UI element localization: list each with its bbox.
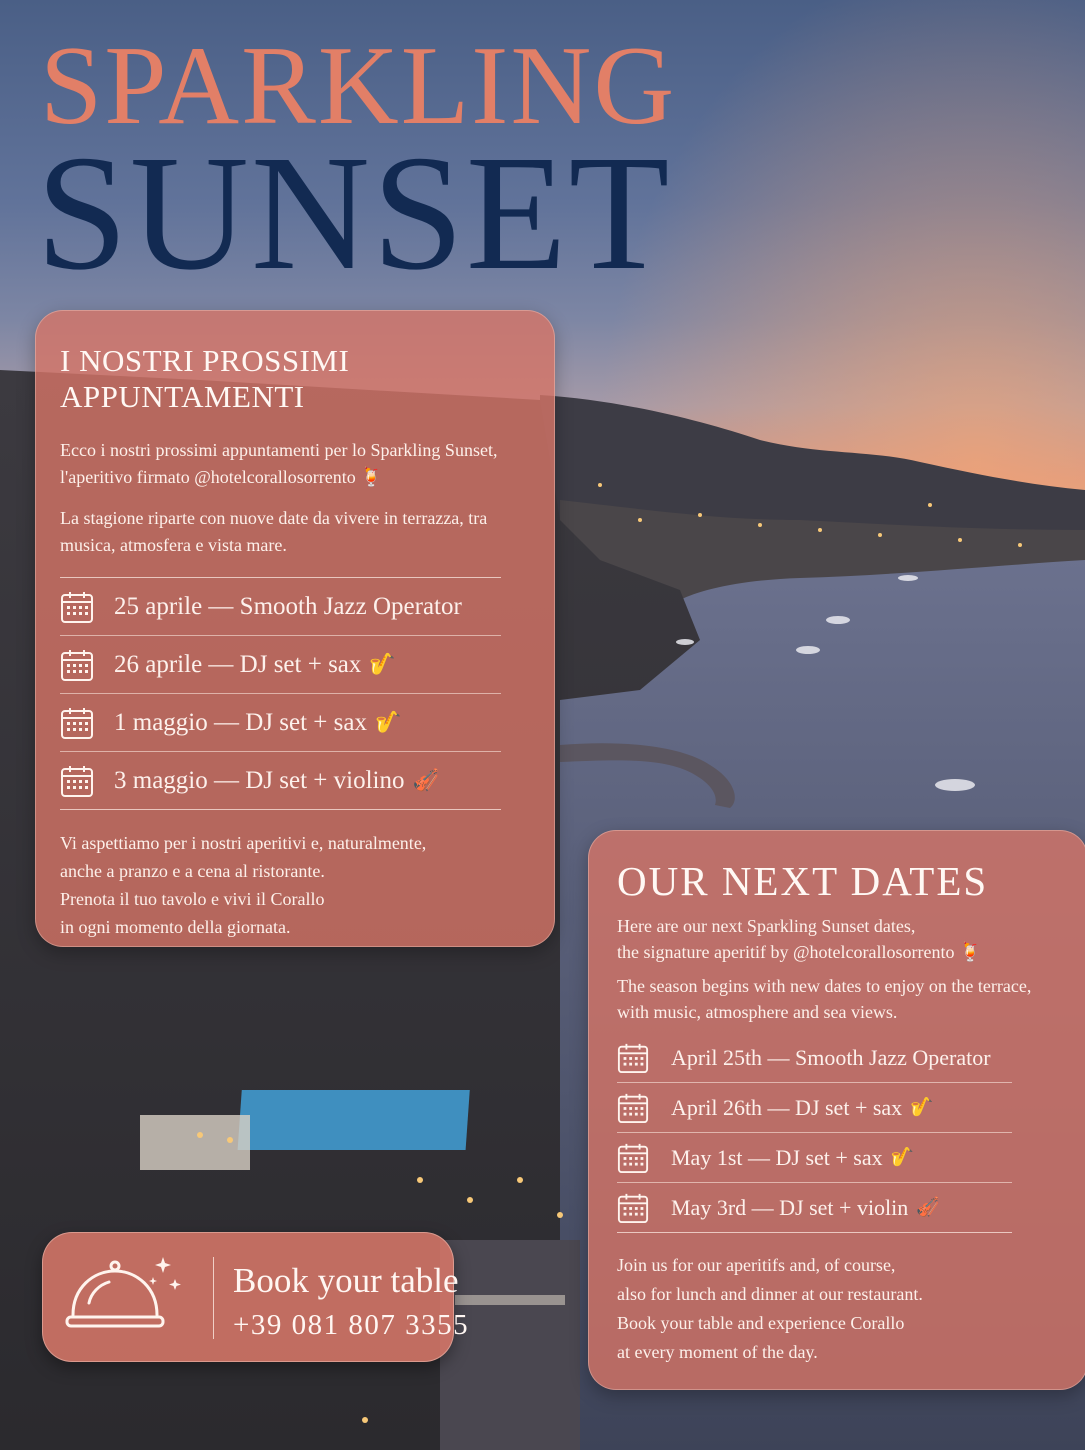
title-sunset: SUNSET — [36, 121, 672, 304]
date-text: 3 maggio — DJ set + violino — [114, 766, 405, 794]
date-text: April 25th — Smooth Jazz Operator — [671, 1044, 991, 1070]
button-divider — [213, 1257, 214, 1339]
calendar-icon — [60, 706, 94, 740]
violin-emoji: 🎻 — [412, 768, 439, 792]
phone-number[interactable]: +39 081 807 3355 — [233, 1309, 470, 1341]
book-table-button[interactable] — [42, 1232, 470, 1362]
calendar-icon — [60, 648, 94, 682]
calendar-icon — [60, 590, 94, 624]
intro-line: Here are our next Sparkling Sunset dates, — [617, 916, 916, 936]
date-row — [60, 578, 501, 636]
date-row — [60, 636, 501, 694]
closing-line: Join us for our aperitifs and, of course, — [617, 1255, 896, 1276]
date-text: May 3rd — DJ set + violin — [671, 1194, 909, 1220]
italian-dates-panel — [35, 310, 555, 947]
closing-line: in ogni momento della giornata. — [60, 916, 291, 937]
date-row — [60, 752, 501, 809]
saxophone-emoji: 🎷 — [374, 710, 402, 734]
closing-line: Prenota il tuo tavolo e vivi il Corallo — [60, 888, 325, 909]
book-label: Book your table — [233, 1261, 459, 1300]
date-text: 26 aprile — DJ set + sax — [114, 650, 362, 678]
calendar-icon — [617, 1142, 649, 1174]
saxophone-emoji: 🎷 — [369, 652, 396, 676]
english-dates-list — [617, 1033, 1012, 1233]
title-sparkling: SPARKLING — [40, 24, 677, 148]
saxophone-emoji: 🎷 — [890, 1147, 914, 1169]
date-row — [617, 1033, 1012, 1083]
english-intro — [617, 913, 1059, 965]
intro-line: the signature aperitif by @hotelcorallosorrento 🍹 — [617, 942, 982, 963]
date-text: 25 aprile — Smooth Jazz Operator — [114, 592, 462, 620]
english-dates-panel — [588, 830, 1085, 1390]
date-text: May 1st — DJ set + sax — [671, 1144, 883, 1170]
english-season-text — [617, 973, 1059, 1025]
english-heading: OUR NEXT DATES — [617, 858, 989, 904]
date-row — [60, 694, 501, 752]
date-row — [617, 1083, 1012, 1133]
calendar-icon — [617, 1042, 649, 1074]
date-row — [617, 1133, 1012, 1183]
season-line: with music, atmosphere and sea views. — [617, 1002, 898, 1023]
date-text: 1 maggio — DJ set + sax — [114, 708, 367, 736]
closing-line: anche a pranzo e a cena al ristorante. — [60, 860, 325, 881]
date-row — [617, 1183, 1012, 1232]
cloche-icon — [63, 1253, 183, 1339]
closing-line: at every moment of the day. — [617, 1341, 818, 1362]
closing-line: Vi aspettiamo per i nostri aperitivi e, naturalmente, — [60, 833, 427, 853]
italian-heading: I NOSTRI PROSSIMI APPUNTAMENTI — [60, 343, 350, 414]
season-line: The season begins with new dates to enjoy on the terrace, — [617, 976, 1032, 997]
closing-line: Book your table and experience Corallo — [617, 1312, 905, 1333]
italian-closing — [60, 830, 530, 942]
calendar-icon — [60, 764, 94, 798]
italian-season-text: La stagione riparte con nuove date da vivere in terrazza, tra musica, atmosfera e vista mare. — [60, 508, 488, 555]
italian-intro: Ecco i nostri prossimi appuntamenti per lo Sparkling Sunset, l'aperitivo firmato @hotelcorallosorrento 🍹 — [60, 440, 498, 487]
violin-emoji: 🎻 — [916, 1197, 940, 1219]
date-text: April 26th — DJ set + sax — [671, 1094, 903, 1120]
english-closing — [617, 1251, 1059, 1366]
calendar-icon — [617, 1092, 649, 1124]
closing-line: also for lunch and dinner at our restaurant. — [617, 1284, 923, 1305]
calendar-icon — [617, 1192, 649, 1224]
saxophone-emoji: 🎷 — [910, 1097, 934, 1119]
italian-dates-list — [60, 577, 501, 810]
